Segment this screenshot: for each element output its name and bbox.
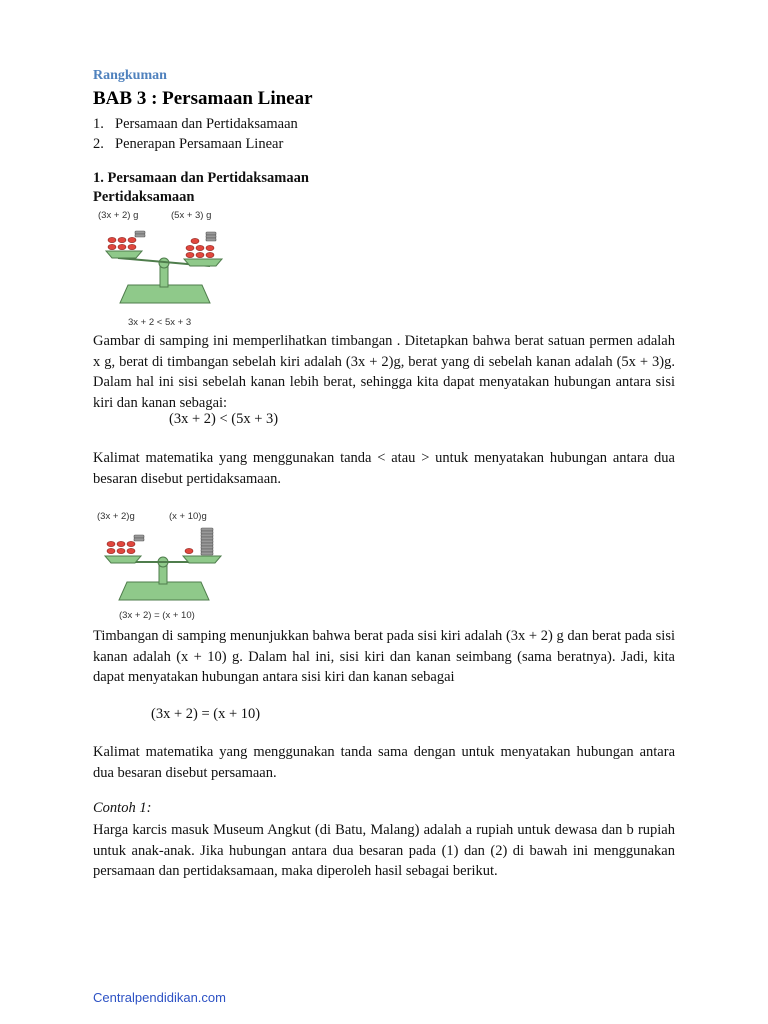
toc-item: [93, 134, 493, 154]
example-title: Contoh 1:: [93, 800, 152, 816]
scale-figure-equation: [97, 510, 227, 624]
paragraph: Kalimat matematika yang menggunakan tanda < atau > untuk menyatakan hubungan antara dua besaran disebut pertidaksamaan.: [93, 450, 675, 487]
paragraph: Gambar di samping ini memperlihatkan timbangan . Ditetapkan bahwa berat satuan permen adalah x g, berat di timbangan sebelah kiri adalah (3x + 2)g, berat yang di sebelah kanan adalah (5x + 3)g. Dalam hal ini sisi sebelah kanan lebih berat, sehingga kita dapat menyatakan hubungan antara sisi kiri dan kanan sebagai:: [93, 333, 675, 411]
balance-scale-icon: [97, 524, 227, 614]
toc-label: Penerapan Persamaan Linear: [115, 136, 284, 152]
toc-number: 2.: [93, 136, 104, 152]
equation: (3x + 2) = (x + 10): [151, 706, 261, 722]
balance-scale-icon: [98, 223, 228, 323]
footer-link[interactable]: Centralpendidikan.com: [93, 990, 226, 1005]
figure-left-label: (3x + 2) g: [98, 210, 139, 221]
paragraph: Timbangan di samping menunjukkan bahwa berat pada sisi kiri adalah (3x + 2) g dan berat pada sisi kanan adalah (x + 10) g. Dalam hal ini, sisi kiri dan kanan seimbang (sama beratnya). Jadi, kita dapat menyatakan hubungan antara sisi kiri dan kanan sebagai: [93, 628, 675, 685]
section-label: Rangkuman: [93, 68, 167, 83]
figure-caption: (3x + 2) = (x + 10): [119, 610, 195, 621]
subsection-heading: Pertidaksamaan: [93, 189, 195, 205]
figure-caption: 3x + 2 < 5x + 3: [128, 317, 192, 328]
figure-left-label: (3x + 2)g: [97, 511, 135, 522]
toc-label: Persamaan dan Pertidaksamaan: [115, 116, 298, 132]
toc-number: 1.: [93, 116, 104, 132]
scale-figure-inequality: [98, 209, 228, 331]
toc-item: [93, 114, 493, 134]
table-of-contents: [93, 114, 493, 154]
paragraph: Harga karcis masuk Museum Angkut (di Batu, Malang) adalah a rupiah untuk dewasa dan b rupiah untuk anak-anak. Jika hubungan antara dua besaran pada (1) dan (2) di bawah ini menggunakan persamaan dan pertidaksamaan, maka diperoleh hasil sebagai berikut.: [93, 822, 675, 879]
chapter-title: BAB 3 : Persamaan Linear: [93, 88, 313, 109]
equation: (3x + 2) < (5x + 3): [169, 411, 279, 427]
section-heading: 1. Persamaan dan Pertidaksamaan: [93, 170, 309, 186]
figure-right-label: (5x + 3) g: [171, 210, 212, 221]
figure-right-label: (x + 10)g: [169, 511, 207, 522]
paragraph: Kalimat matematika yang menggunakan tanda sama dengan untuk menyatakan hubungan antara dua besaran disebut persamaan.: [93, 744, 675, 781]
